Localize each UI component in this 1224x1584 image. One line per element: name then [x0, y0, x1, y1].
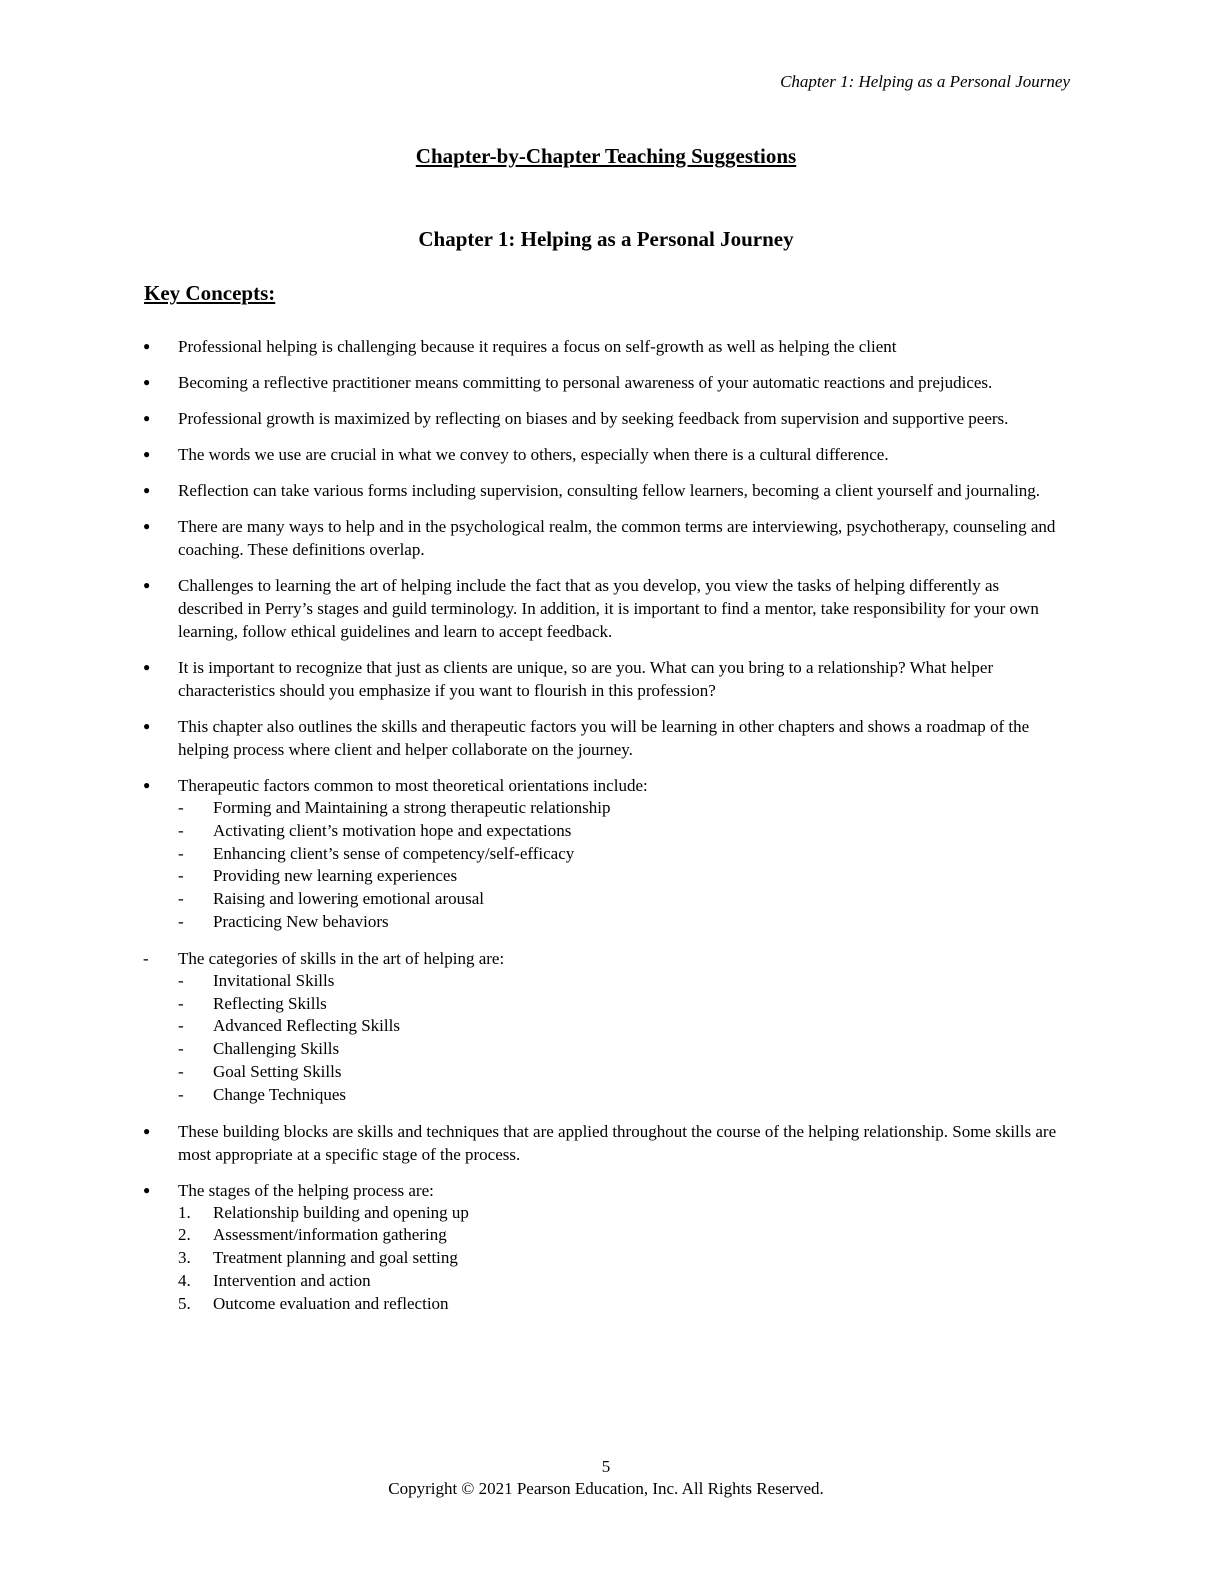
sub-list-item — [178, 993, 1064, 1016]
list-item — [0, 335, 1224, 358]
sub-list-item — [178, 1084, 1064, 1107]
list-item-text: The words we use are crucial in what we convey to others, especially when there is a cultural difference. — [178, 445, 889, 464]
list-item — [0, 515, 1224, 561]
stages-list — [178, 1202, 1064, 1316]
sub-list-item — [178, 911, 1064, 934]
sub-list-item-text: Advanced Reflecting Skills — [213, 1016, 400, 1036]
page-number: 5 — [601, 1457, 611, 1476]
list-item-text: Professional helping is challenging because it requires a focus on self-growth as well as helping the client — [178, 337, 897, 356]
numbered-list-item-text: Treatment planning and goal setting — [213, 1248, 458, 1268]
list-item-text: Professional growth is maximized by reflecting on biases and by seeking feedback from supervision and supportive peers. — [178, 409, 1009, 428]
list-item-text: Challenges to learning the art of helping include the fact that as you develop, you view the tasks of helping differently as described in Perry’s stages and guild terminology. In addition, it is important to find a mentor, take responsibility for your own learning, follow ethical guidelines and learn to accept feedback. — [178, 576, 1039, 641]
list-number: 5. — [178, 1293, 191, 1313]
sub-list-item — [178, 797, 1064, 820]
key-concepts-heading: Key Concepts: — [144, 281, 276, 305]
list-item-text: The stages of the helping process are: — [178, 1180, 434, 1200]
sub-list-item-text: Invitational Skills — [213, 970, 335, 990]
numbered-list-item — [178, 1270, 1064, 1293]
dash-icon: - — [178, 1061, 184, 1081]
page-title: Chapter-by-Chapter Teaching Suggestions — [415, 144, 797, 168]
sub-list-item-text: Forming and Maintaining a strong therapeutic relationship — [213, 798, 611, 817]
bullet-icon: ● — [143, 375, 151, 389]
bullet-icon: ● — [143, 447, 151, 461]
list-item-text: The categories of skills in the art of helping are: — [178, 948, 505, 968]
sub-list-item-text: Change Techniques — [213, 1084, 347, 1104]
copyright-notice: Copyright © 2021 Pearson Education, Inc. All Rights Reserved. — [388, 1479, 824, 1498]
sub-list-item-text: Providing new learning experiences — [213, 866, 458, 886]
dash-icon: - — [178, 820, 184, 840]
bullet-icon: ● — [143, 778, 151, 792]
bullet-icon: ● — [143, 1182, 151, 1197]
bullet-icon: ● — [143, 660, 151, 674]
key-concepts-list — [0, 335, 1224, 1329]
sub-list-item-text: Reflecting Skills — [213, 993, 327, 1013]
numbered-list-item-text: Assessment/information gathering — [213, 1225, 447, 1245]
bullet-icon: ● — [143, 1123, 151, 1138]
list-number: 3. — [178, 1248, 191, 1268]
numbered-list-item — [178, 1293, 1064, 1316]
list-item-stages — [0, 1179, 1224, 1316]
dash-icon: - — [143, 948, 149, 968]
sub-list-item — [178, 865, 1064, 888]
list-item — [0, 574, 1224, 643]
sub-list-item — [178, 820, 1064, 843]
dash-icon: - — [178, 798, 184, 817]
list-item-text: Reflection can take various forms including supervision, consulting fellow learners, becoming a client yourself and journaling. — [178, 481, 1041, 500]
numbered-list-item-text: Relationship building and opening up — [213, 1202, 469, 1222]
bullet-icon: ● — [143, 519, 151, 533]
list-item — [0, 656, 1224, 702]
list-item-text: There are many ways to help and in the psychological realm, the common terms are interviewing, psychotherapy, counseling and coaching. These definitions overlap. — [178, 517, 1056, 559]
bullet-icon: ● — [143, 719, 151, 733]
list-item — [0, 715, 1224, 761]
list-item-text: Becoming a reflective practitioner means committing to personal awareness of your automatic reactions and prejudices. — [178, 373, 993, 392]
running-header: Chapter 1: Helping as a Personal Journey — [780, 72, 1070, 91]
list-item — [0, 1120, 1224, 1166]
page-footer — [0, 1456, 1212, 1500]
list-item-text: These building blocks are skills and techniques that are applied throughout the course of the helping relationship. Some skills are most appropriate at a specific stage of the process. — [178, 1121, 1057, 1164]
list-item-text: Therapeutic factors common to most theoretical orientations include: — [178, 776, 648, 795]
sub-list-item-text: Practicing New behaviors — [213, 911, 389, 931]
numbered-list-item — [178, 1224, 1064, 1247]
dash-icon: - — [178, 1016, 184, 1036]
list-item-text: This chapter also outlines the skills and therapeutic factors you will be learning in other chapters and shows a roadmap of the helping process where client and helper collaborate on the journey. — [178, 717, 1030, 759]
list-number: 1. — [178, 1202, 191, 1222]
sub-list-item — [178, 843, 1064, 866]
bullet-icon: ● — [143, 411, 151, 425]
dash-icon: - — [178, 889, 184, 909]
list-item — [0, 407, 1224, 430]
sub-list-item-text: Goal Setting Skills — [213, 1061, 342, 1081]
sub-list-item — [178, 888, 1064, 911]
list-item — [0, 443, 1224, 466]
dash-icon: - — [178, 993, 184, 1013]
bullet-icon: ● — [143, 339, 151, 353]
numbered-list-item — [178, 1247, 1064, 1270]
sub-list-item-text: Enhancing client’s sense of competency/self-efficacy — [213, 843, 575, 863]
sub-list-item-text: Raising and lowering emotional arousal — [213, 889, 484, 909]
sub-list-item — [178, 970, 1064, 993]
list-item-skill-categories — [0, 947, 1224, 1107]
sub-list-item-text: Challenging Skills — [213, 1039, 340, 1059]
sub-list-item — [178, 1061, 1064, 1084]
skill-categories-list — [178, 970, 1064, 1107]
numbered-list-item — [178, 1202, 1064, 1225]
list-number: 2. — [178, 1225, 191, 1245]
dash-icon: - — [178, 1084, 184, 1104]
chapter-title: Chapter 1: Helping as a Personal Journey — [418, 227, 794, 251]
sub-list-item — [178, 1038, 1064, 1061]
list-item — [0, 371, 1224, 394]
bullet-icon: ● — [143, 578, 151, 592]
sub-list-item-text: Activating client’s motivation hope and expectations — [213, 820, 572, 840]
therapeutic-factors-list — [178, 797, 1064, 934]
dash-icon: - — [178, 1039, 184, 1059]
dash-icon: - — [178, 866, 184, 886]
list-item — [0, 479, 1224, 502]
bullet-icon: ● — [143, 483, 151, 497]
list-number: 4. — [178, 1270, 191, 1290]
dash-icon: - — [178, 843, 184, 863]
numbered-list-item-text: Intervention and action — [213, 1270, 371, 1290]
list-item-text: It is important to recognize that just as clients are unique, so are you. What can you bring to a relationship? What helper characteristics should you emphasize if you want to flourish in this profession? — [178, 658, 994, 700]
dash-icon: - — [178, 911, 184, 931]
dash-icon: - — [178, 970, 184, 990]
numbered-list-item-text: Outcome evaluation and reflection — [213, 1293, 449, 1313]
sub-list-item — [178, 1015, 1064, 1038]
list-item-therapeutic-factors — [0, 774, 1224, 934]
